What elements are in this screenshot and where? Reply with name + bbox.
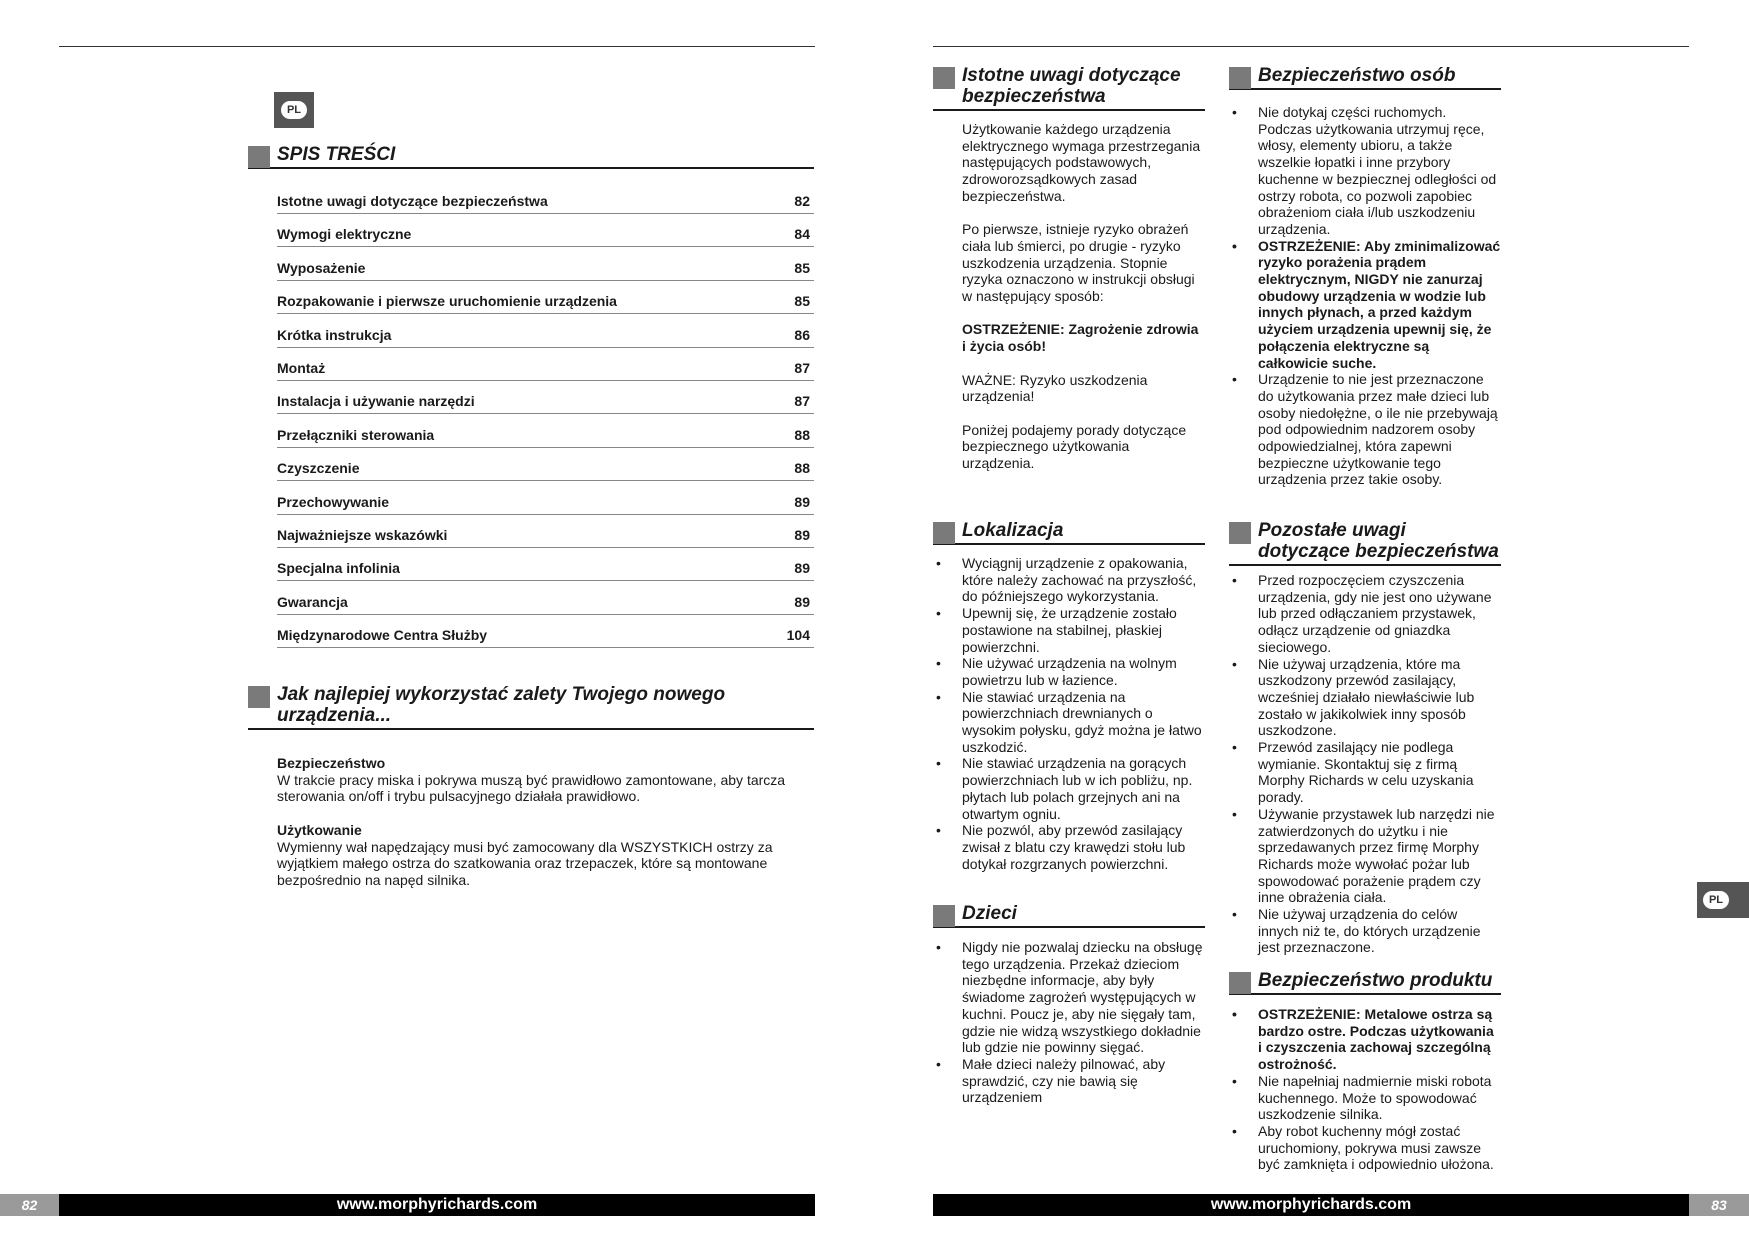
toc-entry-page: 88 xyxy=(794,460,810,477)
product-safety-heading-title: Bezpieczeństwo produktu xyxy=(1258,970,1493,991)
toc-row[interactable] xyxy=(277,448,814,481)
advice-paragraph: Poniżej podajemy porady dotyczące bezpiecznego użytkowania urządzenia. xyxy=(962,421,1187,471)
list-item: • Urządzenie to nie jest przeznaczone do użytkowania przez małe dzieci lub osoby niedołężne, o ile nie przebywają pod odpowiednim nadzorem osoby odpowiedzialnej, która zapewni bezpieczne użytkowanie tego urządzenia przez takie osoby. xyxy=(1229,371,1501,488)
best-use-heading xyxy=(248,684,814,730)
toc-entry-title: Krótka instrukcja xyxy=(277,326,392,343)
toc-entry-page: 85 xyxy=(794,259,810,276)
toc-entry-title: Wyposażenie xyxy=(277,259,366,276)
heading-marker-icon xyxy=(248,146,270,168)
other-notes-heading-line2: dotyczące bezpieczeństwa xyxy=(1258,541,1499,562)
important-notes-body xyxy=(962,121,1205,472)
top-rule-left xyxy=(59,46,815,47)
toc-row[interactable] xyxy=(277,415,814,448)
toc-row[interactable] xyxy=(277,582,814,615)
usage-text: Wymienny wał napędzający musi być zamocowany dla WSZYSTKICH ostrzy za wyjątkiem małego ostrza do szatkowania oraz trzepaczek, które są montowane bezpośrednio na napęd silnika. xyxy=(277,838,773,888)
toc-entry-title: Rozpakowanie i pierwsze uruchomienie urządzenia xyxy=(277,293,617,310)
list-item: • Nie dotykaj części ruchomych. Podczas użytkowania utrzymuj ręce, włosy, elementy ubioru, a także wszelkie łopatki i inne przybory kuchenne w bezpiecznej odległości od ostrzy robota, co pozwoli zapobiec obrażeniom ciała i/lub uszkodzeniu urządzenia. xyxy=(1229,104,1501,238)
toc-entry-title: Specjalna infolinia xyxy=(277,560,400,577)
toc-entry-page: 86 xyxy=(794,326,810,343)
toc-entry-page: 104 xyxy=(786,627,810,644)
list-item: • OSTRZEŻENIE: Metalowe ostrza są bardzo ostre. Podczas użytkowania i czyszczenia zachowaj szczególną ostrożność. xyxy=(1229,1006,1501,1073)
heading-marker-icon xyxy=(1229,522,1251,544)
list-item: • Wyciągnij urządzenie z opakowania, które należy zachować na przyszłość, do późniejszego wykorzystania. xyxy=(933,555,1205,605)
toc-entry-title: Wymogi elektryczne xyxy=(277,226,412,243)
toc-entry-title: Czyszczenie xyxy=(277,460,360,477)
toc-row[interactable] xyxy=(277,315,814,348)
toc-row[interactable] xyxy=(277,515,814,548)
list-item: • Małe dzieci należy pilnować, aby sprawdzić, czy nie bawią się urządzeniem xyxy=(933,1056,1205,1106)
children-heading xyxy=(933,903,1205,928)
persons-safety-list xyxy=(1229,104,1501,488)
location-list xyxy=(933,555,1205,872)
language-badge-label: PL xyxy=(281,101,307,119)
toc-heading xyxy=(248,144,814,169)
other-notes-heading-line1: Pozostałe uwagi xyxy=(1258,520,1406,541)
important-notes-heading-line2: bezpieczeństwa xyxy=(962,86,1106,107)
risk-paragraph: Po pierwsze, istnieje ryzyko obrażeń ciała lub śmierci, po drugie - ryzyko uszkodzenia urządzenia. Stopnie ryzyka oznaczono w instrukcji obsługi w następujący sposób: xyxy=(962,221,1195,305)
toc-entry-page: 82 xyxy=(794,193,810,209)
list-item: • Używanie przystawek lub narzędzi nie zatwierdzonych do użytku i nie sprzedawanych przez firmę Morphy Richards może wywołać pożar lub spowodować porażenie prądem czy inne obrażenia ciała. xyxy=(1229,806,1501,906)
toc-row[interactable] xyxy=(277,281,814,314)
toc-row[interactable] xyxy=(277,348,814,381)
toc-entry-title: Międzynarodowe Centra Służby xyxy=(277,627,488,644)
list-item: • Nie stawiać urządzenia na powierzchniach drewnianych o wysokim połysku, gdyż można je łatwo uszkodzić. xyxy=(933,689,1205,756)
safety-text: W trakcie pracy miska i pokrywa muszą być prawidłowo zamontowane, aby tarcza sterowania on/off i trybu pulsacyjnego działała prawidłowo. xyxy=(277,771,786,805)
toc-entry-page: 89 xyxy=(794,527,810,543)
toc-row[interactable] xyxy=(277,482,814,515)
important-notes-heading-line1: Istotne uwagi dotyczące xyxy=(962,65,1181,86)
list-item: • Nie używać urządzenia na wolnym powietrzu lub w łazience. xyxy=(933,655,1205,688)
toc-entry-title: Instalacja i używanie narzędzi xyxy=(277,393,475,410)
important-paragraph: WAŻNE: Ryzyko uszkodzenia urządzenia! xyxy=(962,371,1148,405)
heading-marker-icon xyxy=(1229,972,1251,994)
side-language-tab xyxy=(1697,882,1749,918)
toc-entry-title: Montaż xyxy=(277,360,326,376)
toc-row[interactable] xyxy=(277,214,814,247)
best-use-body xyxy=(277,755,807,889)
toc-entry-title: Gwarancja xyxy=(277,593,348,610)
toc-row[interactable] xyxy=(277,381,814,414)
heading-marker-icon xyxy=(1229,67,1251,89)
toc-entry-page: 89 xyxy=(794,560,810,577)
toc-entry-page: 87 xyxy=(794,360,810,376)
children-list xyxy=(933,939,1205,1106)
heading-marker-icon xyxy=(933,67,955,89)
heading-marker-icon xyxy=(933,522,955,544)
product-safety-list xyxy=(1229,1006,1501,1173)
top-rule-right xyxy=(933,46,1689,47)
best-use-heading-line2: urządzenia... xyxy=(277,705,392,726)
other-notes-heading xyxy=(1229,520,1501,566)
list-item: • Upewnij się, że urządzenie zostało postawione na stabilnej, płaskiej powierzchni. xyxy=(933,605,1205,655)
toc-row[interactable] xyxy=(277,615,814,648)
toc-entry-page: 89 xyxy=(794,493,810,510)
page-number-left: 82 xyxy=(0,1194,59,1216)
page-number-right: 83 xyxy=(1689,1194,1749,1216)
location-heading-title: Lokalizacja xyxy=(962,520,1064,541)
product-safety-heading xyxy=(1229,970,1501,995)
toc-entry-page: 87 xyxy=(794,393,810,410)
children-heading-title: Dzieci xyxy=(962,903,1017,924)
list-item: • Nie używaj urządzenia do celów innych niż te, do których urządzenie jest przeznaczone. xyxy=(1229,906,1501,956)
list-item: • Nie używaj urządzenia, które ma uszkodzony przewód zasilający, wcześniej działało niewłaściwie lub zostało w jakikolwiek inny sposób uszkodzone. xyxy=(1229,656,1501,740)
list-item: • Przed rozpoczęciem czyszczenia urządzenia, gdy nie jest ono używane lub przed odłączaniem przystawek, odłącz urządzenie od gniazdka sieciowego. xyxy=(1229,572,1501,656)
persons-safety-heading xyxy=(1229,65,1501,90)
footer-url-right[interactable]: www.morphyrichards.com xyxy=(933,1194,1689,1216)
toc-row[interactable] xyxy=(277,181,814,214)
list-item: • OSTRZEŻENIE: Aby zminimalizować ryzyko porażenia prądem elektrycznym, NIGDY nie zanurzaj obudowy urządzenia w wodzie lub innych płynach, a przed każdym użyciem urządzenia upewnij się, że połączenia elektryczne są całkowicie suche. xyxy=(1229,238,1501,372)
toc-entry-page: 85 xyxy=(794,293,810,310)
list-item: • Aby robot kuchenny mógł zostać uruchomiony, pokrywa musi zawsze być zamknięta i odpowiednio ułożona. xyxy=(1229,1123,1501,1173)
usage-title: Użytkowanie xyxy=(277,821,362,838)
language-badge xyxy=(274,92,314,128)
heading-marker-icon xyxy=(933,905,955,927)
toc-row[interactable] xyxy=(277,548,814,581)
safety-title: Bezpieczeństwo xyxy=(277,755,386,771)
toc-entry-title: Przełączniki sterowania xyxy=(277,426,435,443)
footer-url-left[interactable]: www.morphyrichards.com xyxy=(59,1194,815,1216)
toc-heading-title: SPIS TREŚCI xyxy=(277,144,396,165)
toc-entry-page: 89 xyxy=(794,593,810,610)
location-heading xyxy=(933,520,1205,545)
toc-entry-title: Najważniejsze wskazówki xyxy=(277,527,448,543)
list-item: • Nie stawiać urządzenia na gorących powierzchniach lub w ich pobliżu, np. płytach lub polach grzejnych ani na otwartym ogniu. xyxy=(933,755,1205,822)
intro-paragraph: Użytkowanie każdego urządzenia elektrycznego wymaga przestrzegania następujących podstawowych, zdroworozsądkowych zasad bezpieczeństwa. xyxy=(962,121,1201,204)
best-use-heading-line1: Jak najlepiej wykorzystać zalety Twojego nowego xyxy=(277,684,726,705)
list-item: • Nie pozwól, aby przewód zasilający zwisał z blatu czy krawędzi stołu lub dotykał rozgrzanych powierzchni. xyxy=(933,822,1205,872)
list-item: • Przewód zasilający nie podlega wymianie. Skontaktuj się z firmą Morphy Richards w celu uzyskania porady. xyxy=(1229,739,1501,806)
list-item: • Nigdy nie pozwalaj dziecku na obsługę tego urządzenia. Przekaż dzieciom niezbędne informacje, aby były świadome zagrożeń występujących w kuchni. Poucz je, aby nie sięgały tam, gdzie nie widzą wszystkiego dokładnie lub gdzie nie powinny sięgać. xyxy=(933,939,1205,1056)
warning-paragraph: OSTRZEŻENIE: Zagrożenie zdrowia i życia osób! xyxy=(962,321,1199,355)
heading-marker-icon xyxy=(248,686,270,708)
toc-entry-page: 88 xyxy=(794,426,810,443)
toc-entry-title: Przechowywanie xyxy=(277,493,390,510)
important-notes-heading xyxy=(933,65,1205,111)
list-item: • Nie napełniaj nadmiernie miski robota kuchennego. Może to spowodować uszkodzenie silnika. xyxy=(1229,1073,1501,1123)
toc-entry-page: 84 xyxy=(794,226,810,243)
persons-safety-heading-title: Bezpieczeństwo osób xyxy=(1258,65,1456,86)
toc-entry-title: Istotne uwagi dotyczące bezpieczeństwa xyxy=(277,193,548,209)
other-notes-list xyxy=(1229,572,1501,956)
side-language-tab-label: PL xyxy=(1703,891,1729,909)
toc-row[interactable] xyxy=(277,248,814,281)
